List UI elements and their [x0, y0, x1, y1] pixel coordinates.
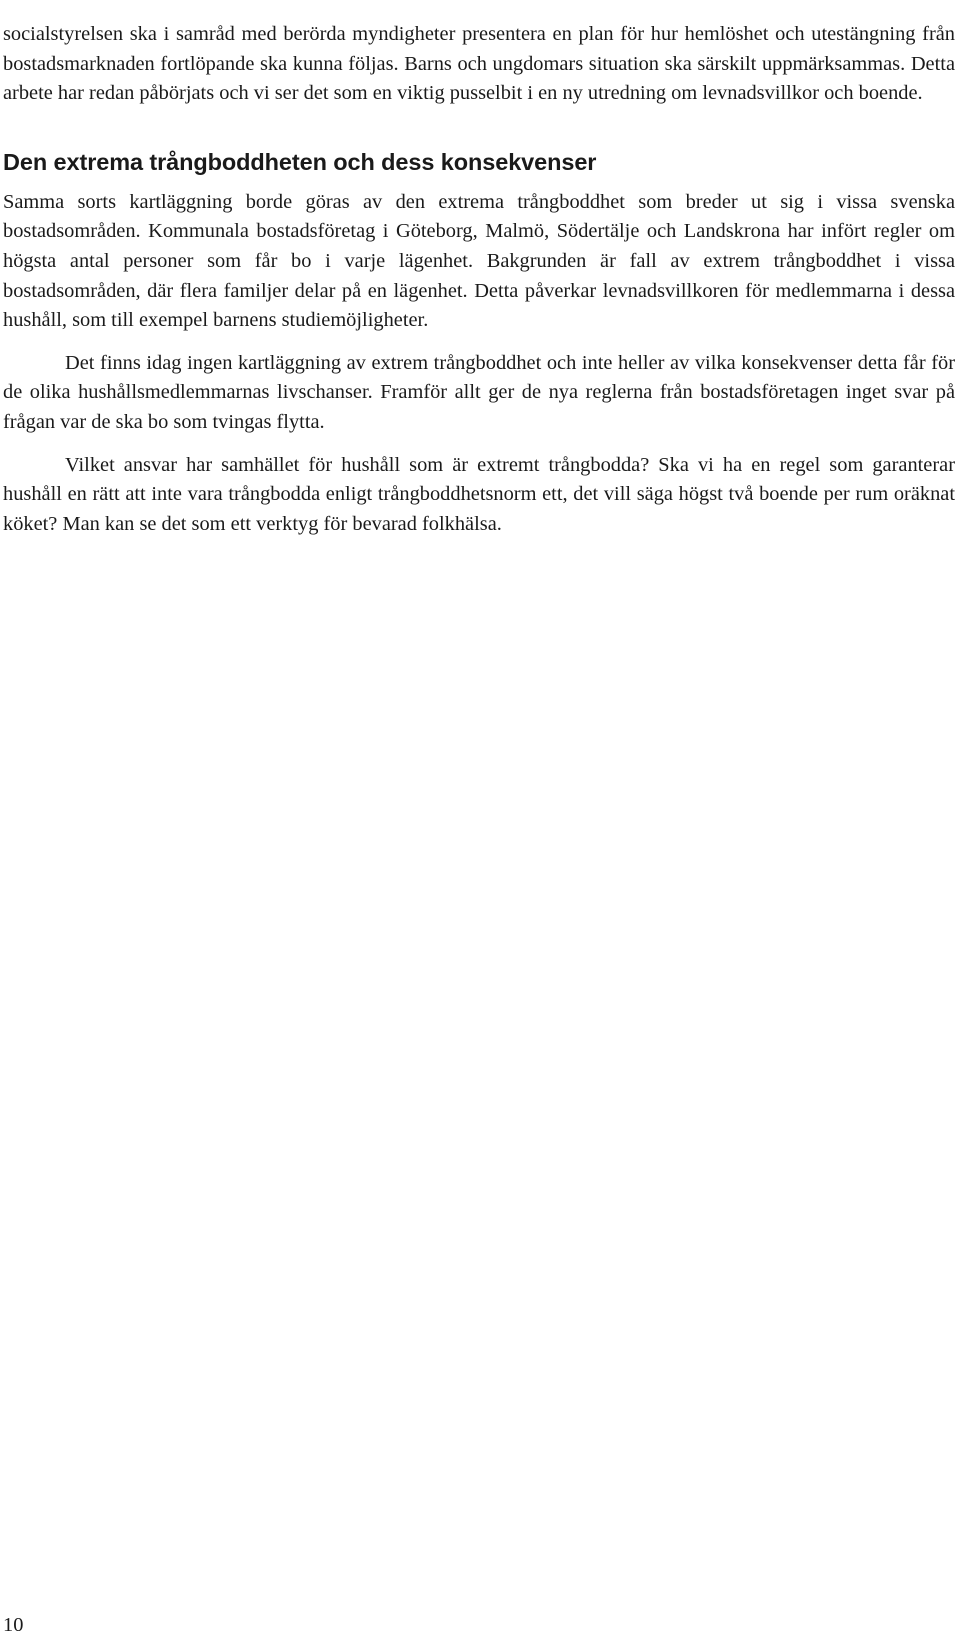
document-page	[3, 0, 955, 539]
body-paragraph-3: Vilket ansvar har samhället för hushåll som är extremt trångbodda? Ska vi ha en regel som garanterar hushåll en rätt att inte vara trångbodda enligt trångboddhetsnorm ett, det vill säga högst två boende per rum oräknat köket? Man kan se det som ett verktyg för bevarad folkhälsa.	[3, 453, 955, 535]
body-paragraph-2: Det finns idag ingen kartläggning av extrem trångboddhet och inte heller av vilka konsekvenser detta får för de olika hushållsmedlemmarnas livschanser. Framför allt ger de nya reglerna från bostadsföretagen inget svar på frågan var de ska bo som tvingas flytta.	[3, 351, 955, 433]
page-number: 10	[3, 1614, 24, 1636]
body-paragraph-1: Samma sorts kartläggning borde göras av den extrema trångboddhet som breder ut sig i vissa svenska bostadsområden. Kommunala bostadsföretag i Göteborg, Malmö, Södertälje och Landskrona har infört regler om högsta antal personer som får bo i varje lägenhet. Bakgrunden är fall av extrem trångboddhet i vissa bostadsområden, där flera familjer delar på en lägenhet. Detta påverkar levnadsvillkoren för medlemmarna i dessa hushåll, som till exempel barnens studiemöjligheter.	[3, 190, 955, 332]
section-heading: Den extrema trångboddheten och dess konsekvenser	[3, 148, 597, 175]
intro-paragraph: socialstyrelsen ska i samråd med berörda myndigheter presentera en plan för hur hemlöshet och utestängning från bostadsmarknaden fortlöpande ska kunna följas. Barns och ungdomars situation ska särskilt uppmärksammas. Detta arbete har redan påbörjats och vi ser det som en viktig pusselbit i en ny utredning om levnadsvillkor och boende.	[3, 23, 955, 105]
